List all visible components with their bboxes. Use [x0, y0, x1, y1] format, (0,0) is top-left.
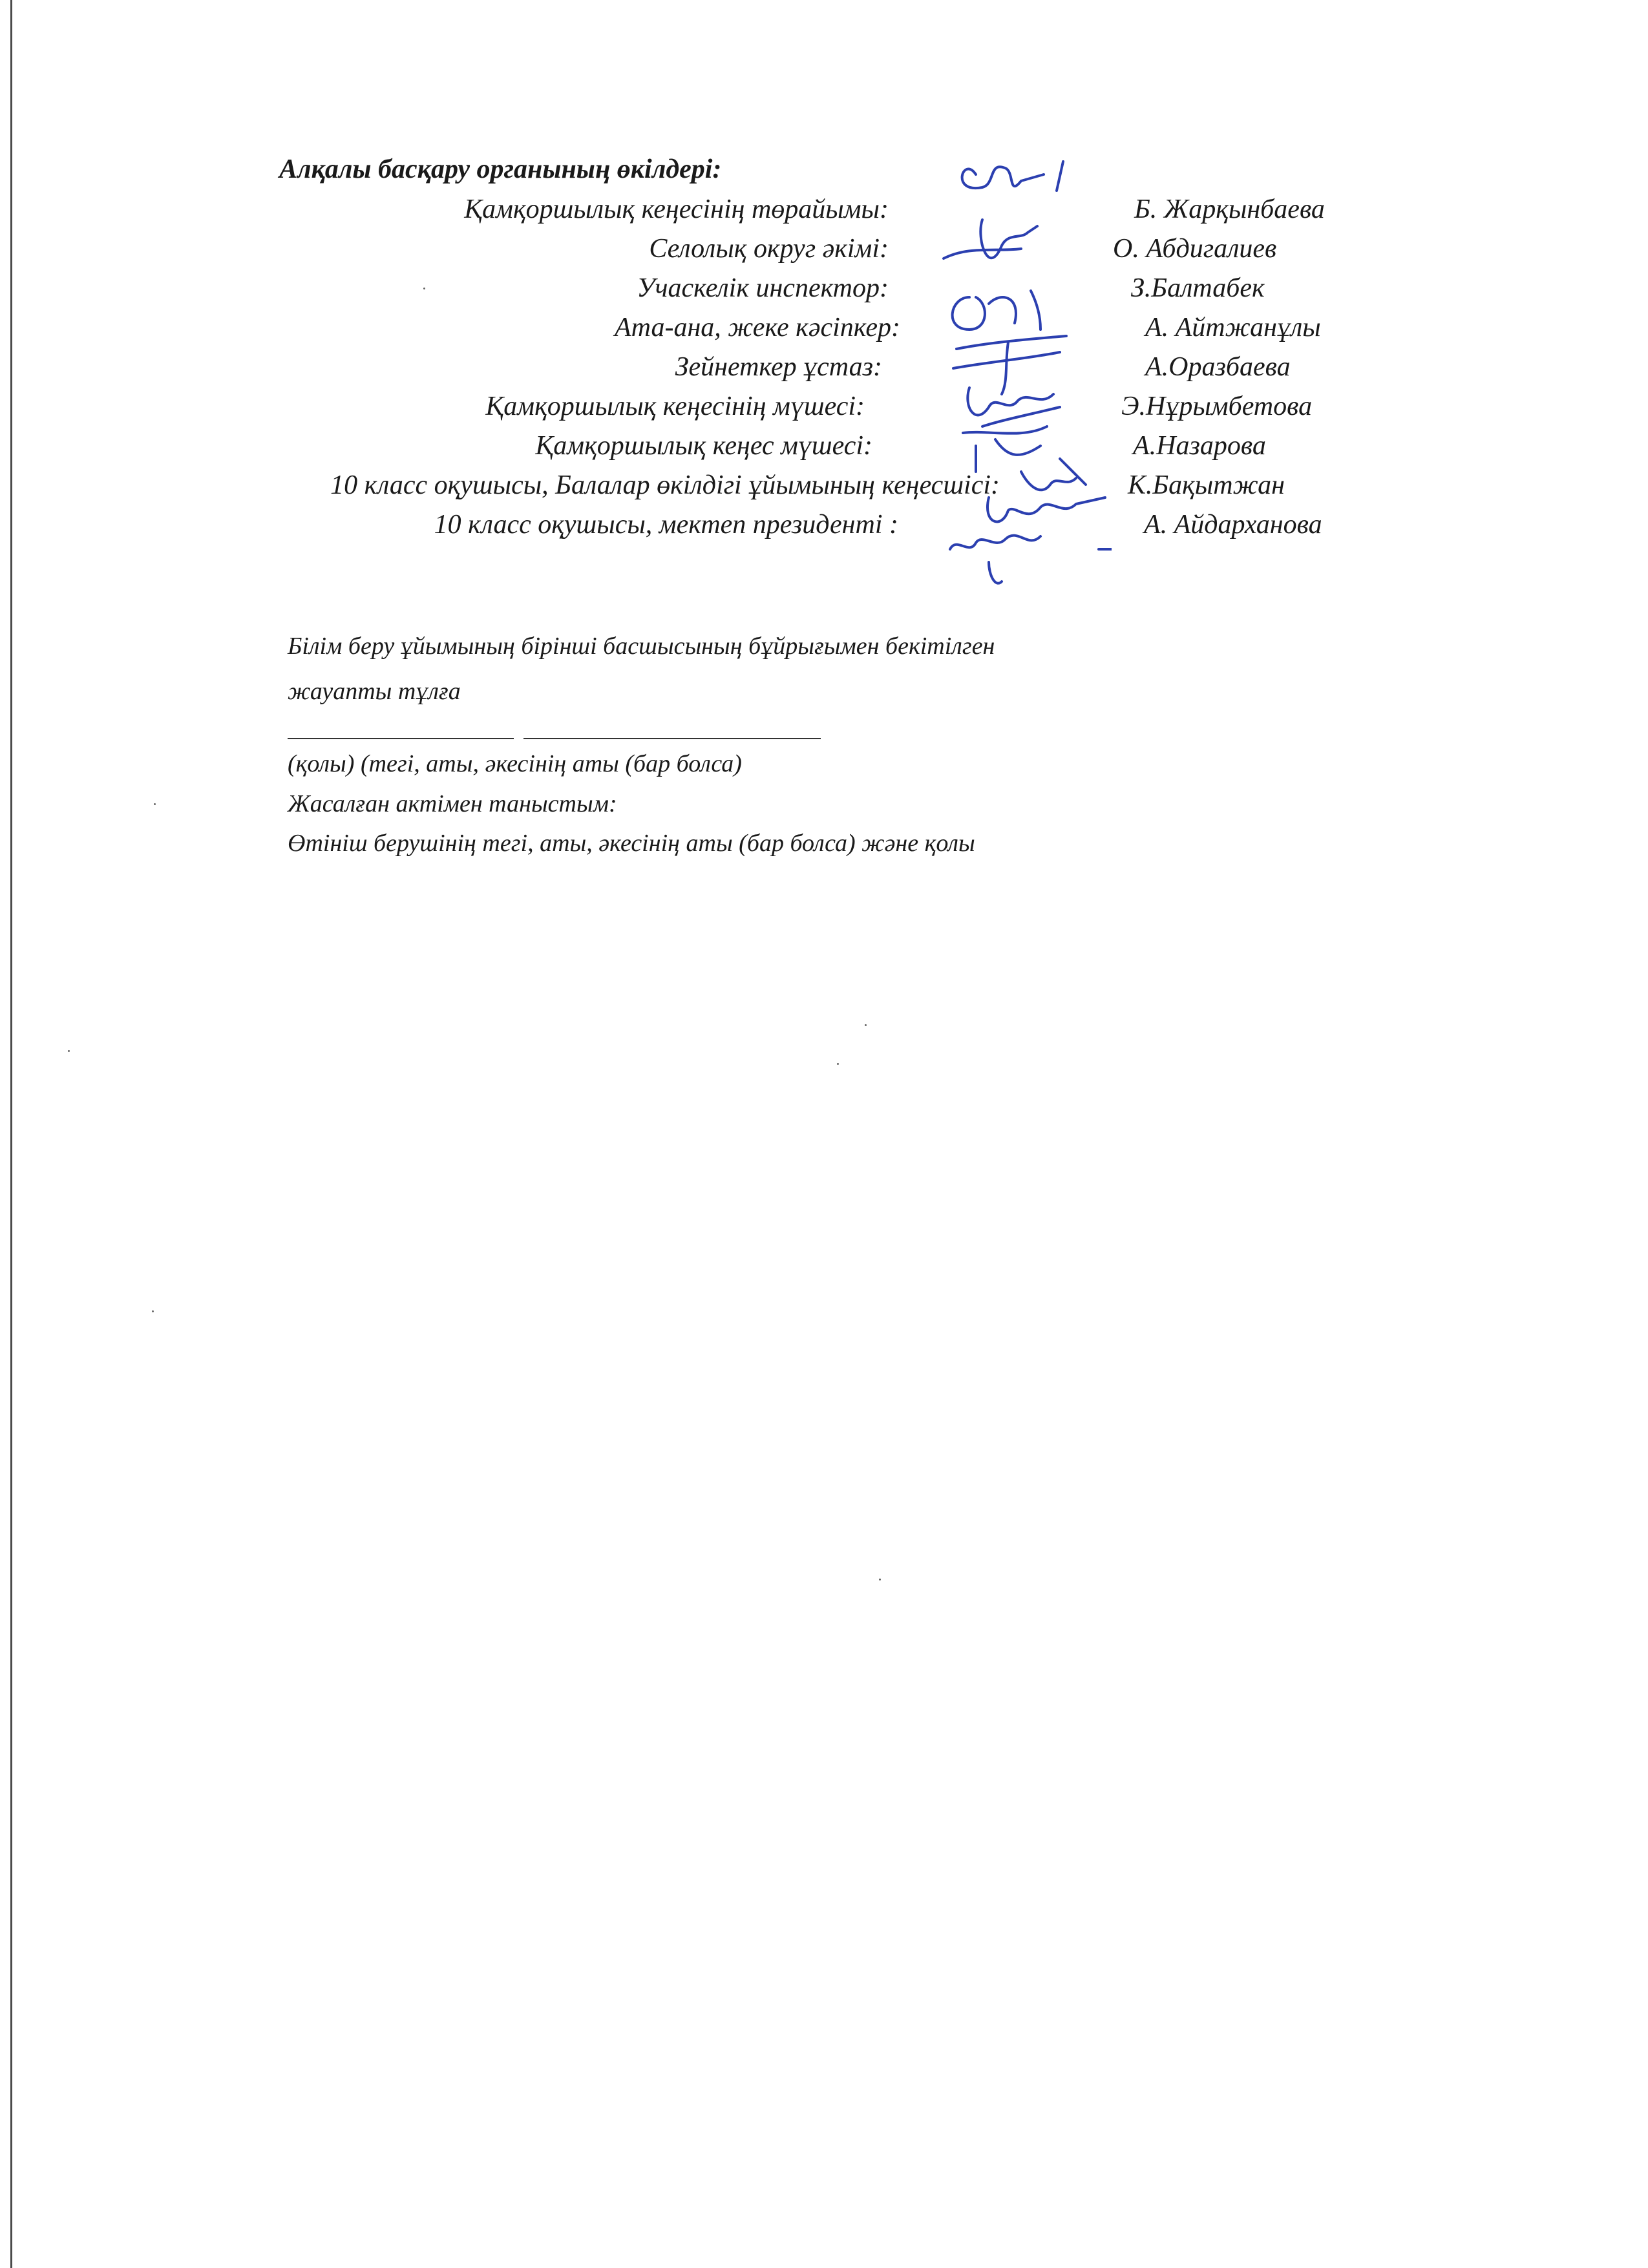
- signature-caption: (қолы) (тегі, аты, әкесінің аты (бар болса): [288, 750, 742, 777]
- member-role: 10 класс оқушысы, Балалар өкілдігі ұйымының кеңесшісі:: [330, 470, 1000, 500]
- member-name: З.Балтабек: [1131, 273, 1265, 303]
- member-role: Қамқоршылық кеңесінің төрайымы:: [464, 194, 889, 224]
- signatures: [892, 136, 1112, 601]
- scan-speck: [879, 1579, 881, 1580]
- signature-mark: [950, 536, 1112, 583]
- scan-speck: [154, 803, 156, 805]
- member-name: Б. Жарқынбаева: [1134, 194, 1325, 224]
- applicant-note: Өтініш берушінің тегі, аты, әкесінің аты (бар болса) және қолы: [288, 830, 975, 857]
- member-role: Қамқоршылық кеңесінің мүшесі:: [485, 392, 865, 421]
- member-role: 10 класс оқушысы, мектеп президенті :: [434, 510, 898, 540]
- scan-speck: [423, 288, 425, 289]
- signature-mark: [953, 291, 1041, 330]
- member-name: Э.Нұрымбетова: [1121, 392, 1313, 421]
- member-name: К.Бақытжан: [1128, 470, 1285, 500]
- page-edge: [10, 0, 12, 2268]
- approved-by-note: Білім беру ұйымының бірінші басшысының бұйрығымен бекітілген: [288, 633, 995, 660]
- scan-speck: [152, 1310, 154, 1312]
- member-role: Зейнеткер ұстаз:: [675, 352, 882, 382]
- name-blank: [523, 738, 821, 739]
- section-heading: Алқалы басқару органының өкілдері:: [279, 154, 722, 184]
- signature-mark: [967, 388, 1060, 426]
- scan-speck: [837, 1063, 839, 1065]
- member-role: Селолық округ әкімі:: [649, 234, 889, 264]
- signature-mark: [944, 220, 1037, 258]
- signature-mark: [1021, 459, 1086, 490]
- member-name: А. Айдарханова: [1144, 510, 1322, 540]
- signature-mark: [988, 498, 1105, 521]
- signature-mark: [953, 336, 1066, 394]
- signature-mark: [962, 162, 1063, 191]
- scan-speck: [68, 1050, 70, 1052]
- member-role: Ата-ана, жеке кәсіпкер:: [614, 313, 900, 342]
- member-role: Қамқоршылық кеңес мүшесі:: [535, 431, 872, 461]
- responsible-person-label: жауапты тұлға: [288, 678, 461, 705]
- member-name: А.Назарова: [1133, 431, 1266, 461]
- member-name: О. Абдигалиев: [1113, 234, 1277, 264]
- member-role: Учаскелік инспектор:: [637, 273, 889, 303]
- acquainted-note: Жасалған актімен таныстым:: [288, 790, 617, 817]
- signature-blank: [288, 738, 514, 739]
- member-name: А. Айтжанұлы: [1145, 313, 1321, 342]
- signature-mark: [963, 426, 1047, 472]
- scan-speck: [865, 1024, 867, 1026]
- member-name: А.Оразбаева: [1145, 352, 1291, 382]
